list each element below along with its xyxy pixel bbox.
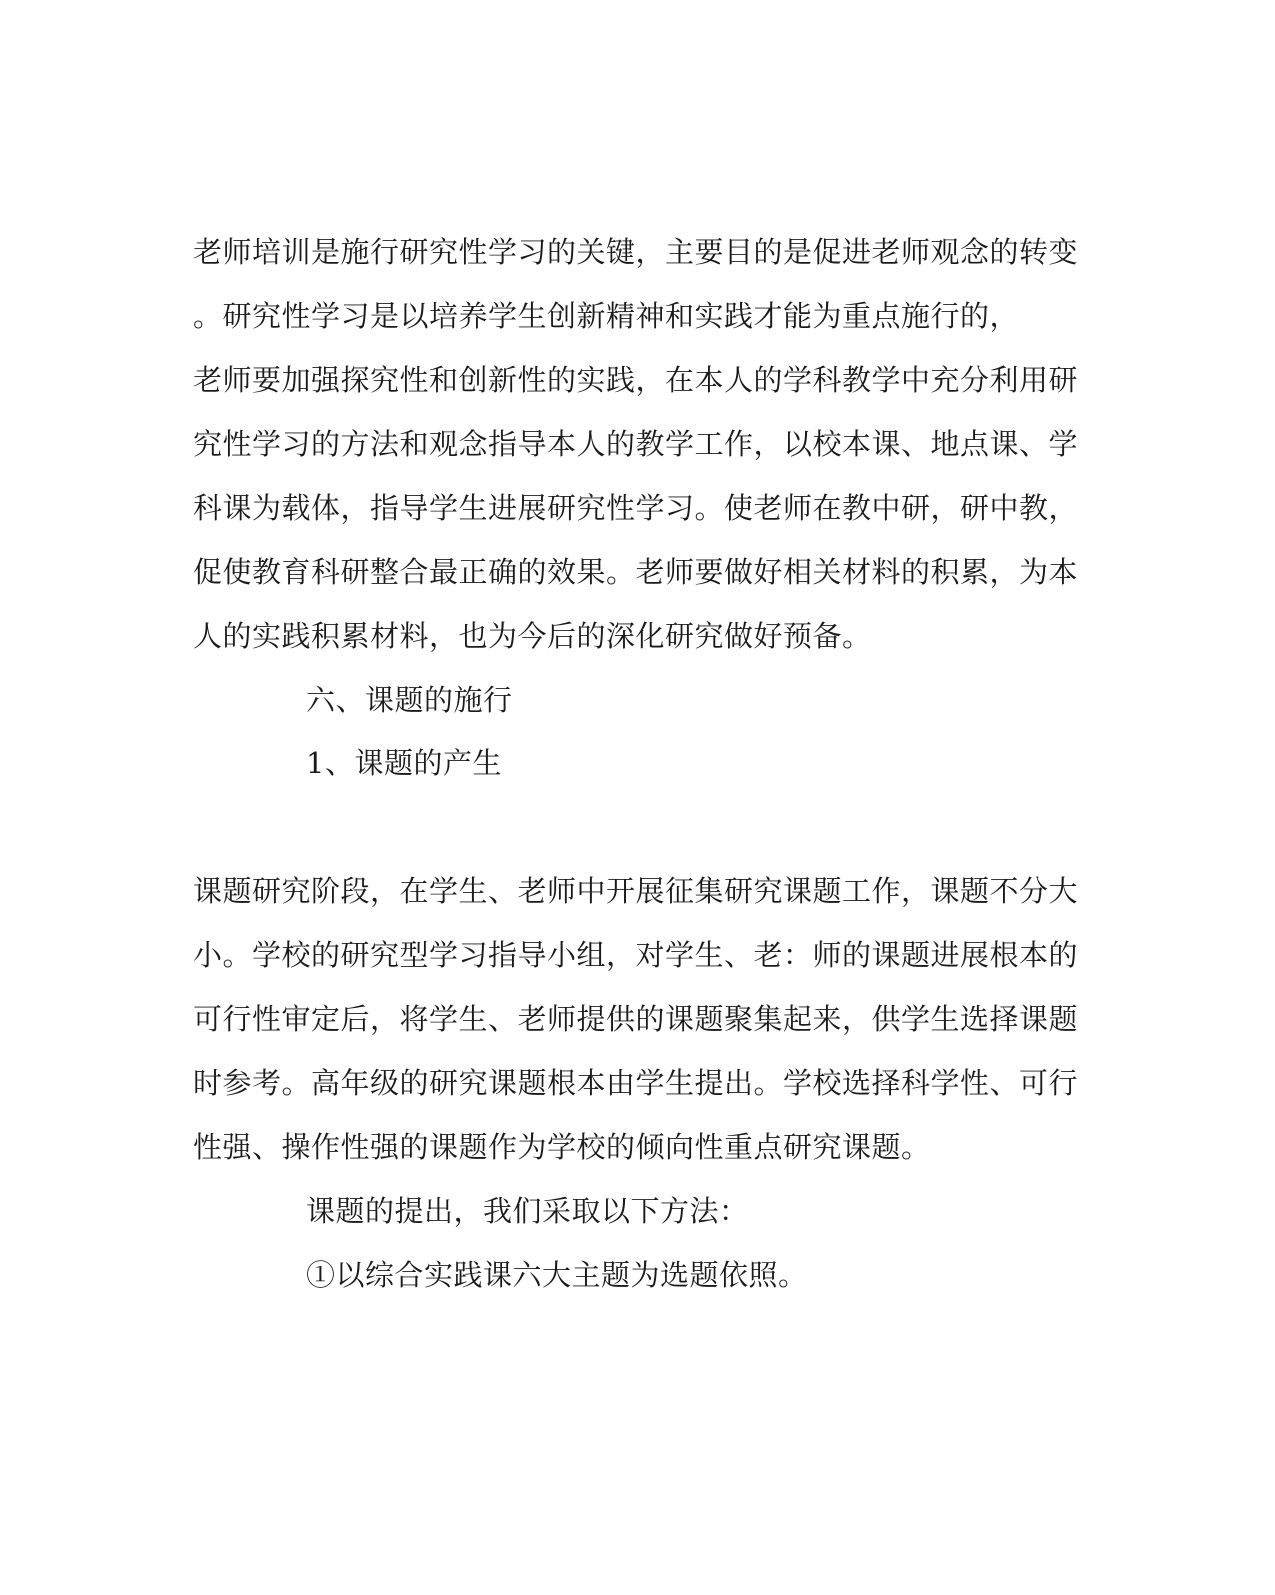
paragraph-line: 。研究性学习是以培养学生创新精神和实践才能为重点施行的， [193,299,1020,333]
paragraph-line: 究性学习的方法和观念指导本人的教学工作，以校本课、地点课、学 [193,427,1079,461]
paragraph-line: 人的实践积累材料，也为今后的深化研究做好预备。 [193,619,872,653]
paragraph-line: 老师要加强探究性和创新性的实践，在本人的学科教学中充分利用研 [193,363,1079,397]
paragraph-line: 小。学校的研究型学习指导小组，对学生、老：师的课题进展根本的 [193,938,1079,972]
paragraph-line: 时参考。高年级的研究课题根本由学生提出。学校选择科学性、可行 [193,1066,1079,1100]
paragraph-line: 科课为载体，指导学生进展研究性学习。使老师在教中研，研中教， [193,491,1079,525]
section-heading: 六、课题的施行 [306,683,513,717]
paragraph-line: 课题的提出，我们采取以下方法： [306,1194,749,1228]
paragraph-line: 课题研究阶段，在学生、老师中开展征集研究课题工作，课题不分大 [193,874,1079,908]
subsection-heading: 1、课题的产生 [306,746,502,780]
paragraph-line: 老师培训是施行研究性学习的关键，主要目的是促进老师观念的转变 [193,235,1079,269]
list-item: ①以综合实践课六大主题为选题依照。 [306,1258,808,1292]
paragraph-line: 可行性审定后，将学生、老师提供的课题聚集起来，供学生选择课题 [193,1002,1079,1036]
paragraph-line: 性强、操作性强的课题作为学校的倾向性重点研究课题。 [193,1130,931,1164]
paragraph-line: 促使教育科研整合最正确的效果。老师要做好相关材料的积累，为本 [193,555,1079,589]
